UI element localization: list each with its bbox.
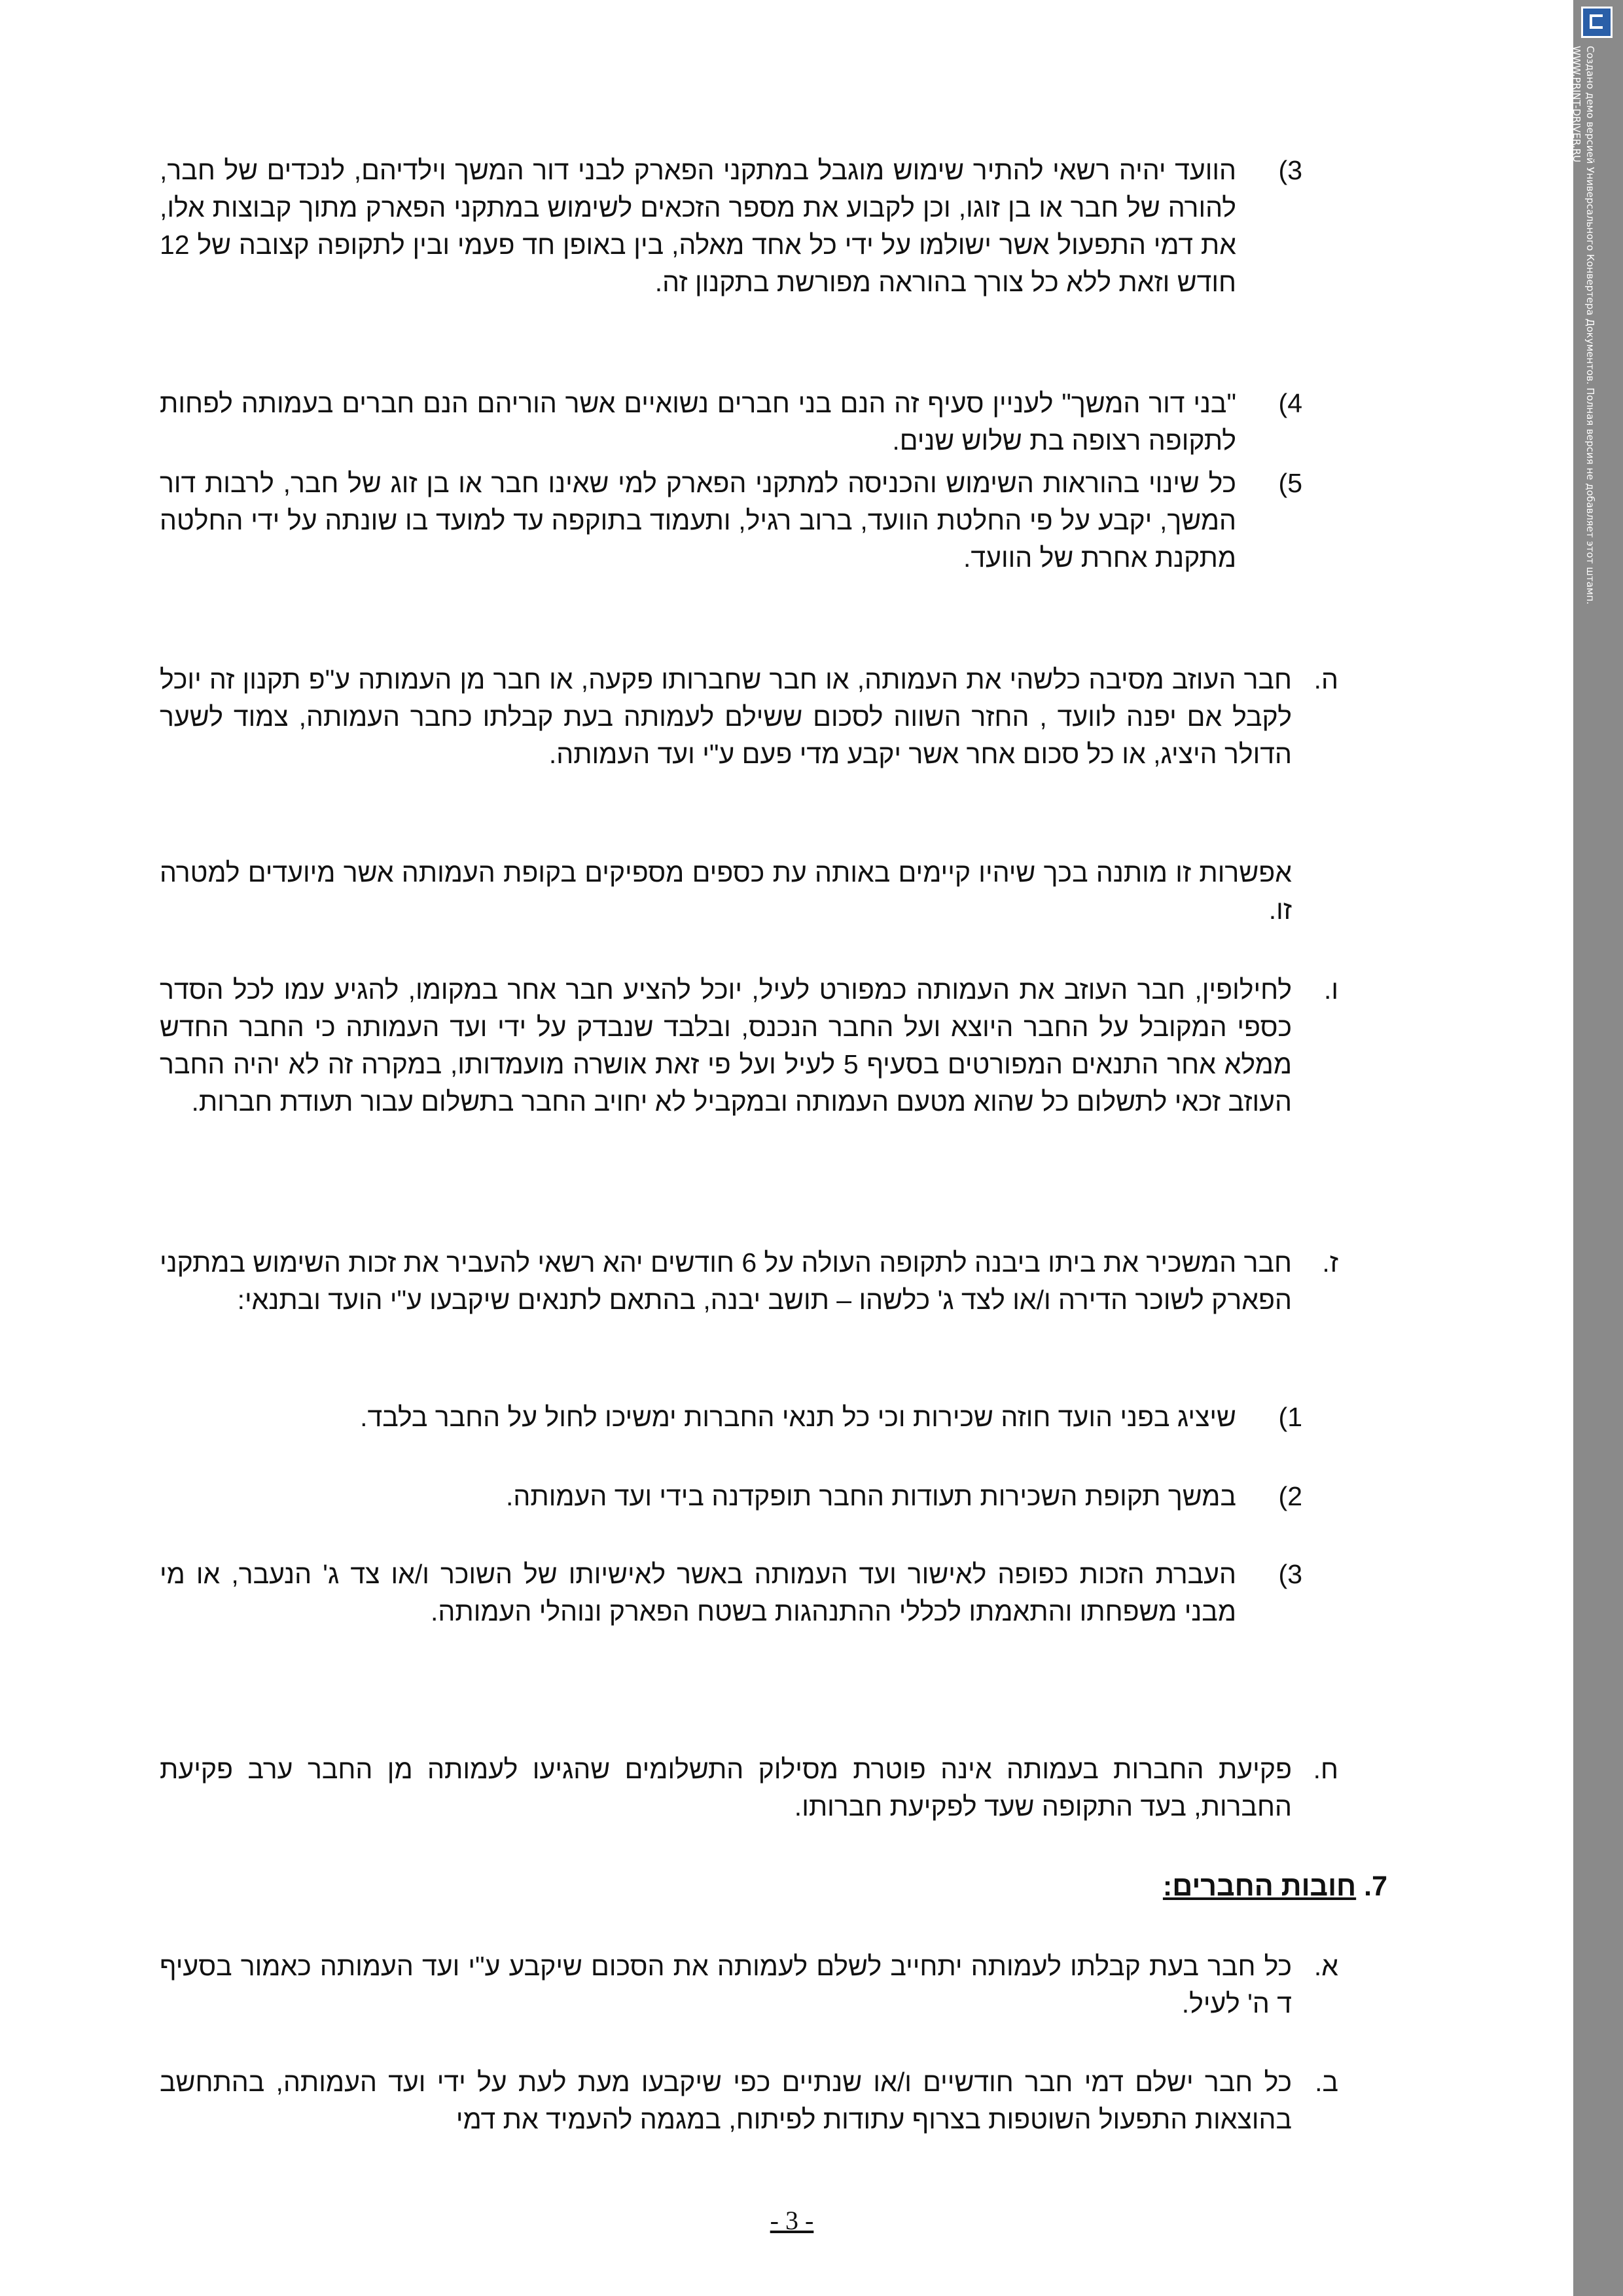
subitem-3-text: הוועד יהיה רשאי להתיר שימוש מוגבל במתקני הפארק לבני דור המשך וילדיהם, לנכדים של חבר, להורה של חבר או בן זוגו, וכן לקבוע את מספר הזכאים לשימוש במתקני הפארק מתוך קבוצות אלו, את דמי התפעול אשר ישולמו על ידי כל אחד מאלה, בין באופן חד פעמי ובין לתקופה קצובה של 12 חודש וזאת ללא כל צורך בהוראה מפורשת בתקנון זה.: [160, 155, 1236, 297]
section-letter: ו.: [1323, 975, 1338, 1005]
section-vav-text: לחילופין, חבר העוזב את העמותה כמפורט לעיל, יוכל להציע חבר אחר במקומו, להגיע עמו לכל הסדר כספי המקובל על החבר היוצא ועל החבר הנכנס, ובלבד שנבדק על ידי ועד העמותה כי החבר החדש ממלא אחר התנאים המפורטים בסעיף 5 לעיל ועל פי זאת אושרה מועמדותו, במקרה זה לא יהיה החבר העוזב זכאי לתשלום כל שהוא מטעם העמותה ובמקביל לא יחויב החבר בתשלום עבור תעודת חברות.: [160, 975, 1292, 1117]
section-letter: ה.: [1313, 664, 1338, 694]
section-letter: א.: [1313, 1951, 1338, 1981]
converter-logo-icon: [1581, 7, 1613, 38]
subitem-number: 1): [1278, 1402, 1302, 1432]
watermark-line-2: WWW.PRINT-DRIVER.RU: [1571, 46, 1582, 163]
subitem-number: 4): [1278, 388, 1302, 418]
section-letter: ז.: [1322, 1247, 1338, 1278]
section-7-number: 7.: [1364, 1871, 1387, 1902]
watermark-line-1: Создано демо версией Универсального Конвертера Документов. Полная версия не добавляет этот штамп.: [1584, 46, 1596, 605]
section-he-note: אפשרות זו מותנה בכך שיהיו קיימים באותה עת כספים מספיקים בקופת העמותה אשר מיועדים למטרה זו.: [160, 857, 1292, 925]
subitem-number: 2): [1278, 1481, 1302, 1511]
section-7-a-text: כל חבר בעת קבלתו לעמותה יתחייב לשלם לעמותה את הסכום שיקבע ע"י ועד העמותה כאמור בסעיף ד ה' לעיל.: [160, 1951, 1292, 2018]
watermark-text: [1569, 46, 1597, 605]
section-letter: ב.: [1315, 2067, 1338, 2097]
demo-watermark-sidebar: [1573, 0, 1623, 2296]
subitem-5-text: כל שינוי בהוראות השימוש והכניסה למתקני הפארק למי שאינו חבר או בן זוג של חבר, לרבות דור המשך, יקבע על פי החלטת הוועד, ברוב רגיל, ותעמוד בתוקפה עד למועד בו שונתה על ידי החלטה מתקנת אחרת של הוועד.: [160, 468, 1236, 573]
section-letter: ח.: [1313, 1754, 1338, 1784]
subitem-number: 3): [1278, 155, 1302, 185]
section-7-title: חובות החברים:: [1162, 1871, 1357, 1902]
subitem-number: 3): [1278, 1559, 1302, 1589]
subitem-4-text: "בני דור המשך" לעניין סעיף זה הנם בני חברים נשואיים אשר הוריהם הנם חברים בעמותה לפחות לתקופה רצופה בת שלוש שנים.: [160, 388, 1236, 456]
section-zayin-text: חבר המשכיר את ביתו ביבנה לתקופה העולה על 6 חודשים יהא רשאי להעביר את זכות השימוש במתקני הפארק לשוכר הדירה ו/או לצד ג' כלשהו – תושב יבנה, בהתאם לתנאים שיקבעו ע"י הועד ובתנאי:: [160, 1247, 1292, 1315]
section-chet-text: פקיעת החברות בעמותה אינה פוטרת מסילוק התשלומים שהגיעו לעמותה מן החבר ערב פקיעת החברות, בעד התקופה שעד לפקיעת חברותו.: [160, 1754, 1292, 1821]
subitem-number: 5): [1278, 468, 1302, 498]
zayin-subitem-3-text: העברת הזכות כפופה לאישור ועד העמותה באשר לאישיותו של השוכר ו/או צד ג' הנעבר, או מי מבני משפחתו והתאמתו לכללי ההתנהגות בשטח הפארק ונוהלי העמותה.: [160, 1559, 1236, 1626]
section-7-b-text: כל חבר ישלם דמי חבר חודשיים ו/או שנתיים כפי שיקבעו מעת לעת על ידי ועד העמותה, בהתחשב בהוצאות התפעול השוטפות בצרוף עתודות לפיתוח, במגמה להעמיד את דמי: [160, 2067, 1292, 2134]
zayin-subitem-2-text: במשך תקופת השכירות תעודות החבר תופקדנה בידי ועד העמותה.: [506, 1481, 1236, 1511]
page-number: - 3 -: [770, 2206, 814, 2235]
section-he-text: חבר העוזב מסיבה כלשהי את העמותה, או חבר שחברותו פקעה, או חבר מן העמותה ע"פ תקנון זה יוכל לקבל אם יפנה לוועד , החזר השווה לסכום ששילם לעמותה בעת קבלתו כחבר העמותה, צמוד לשער הדולר היציג, או כל סכום אחר אשר יקבע מדי פעם ע"י ועד העמותה.: [160, 664, 1292, 769]
section-7-heading: [1047, 1867, 1387, 1906]
zayin-subitem-1-text: שיציג בפני הועד חוזה שכירות וכי כל תנאי החברות ימשיכו לחול על החבר בלבד.: [360, 1402, 1236, 1432]
